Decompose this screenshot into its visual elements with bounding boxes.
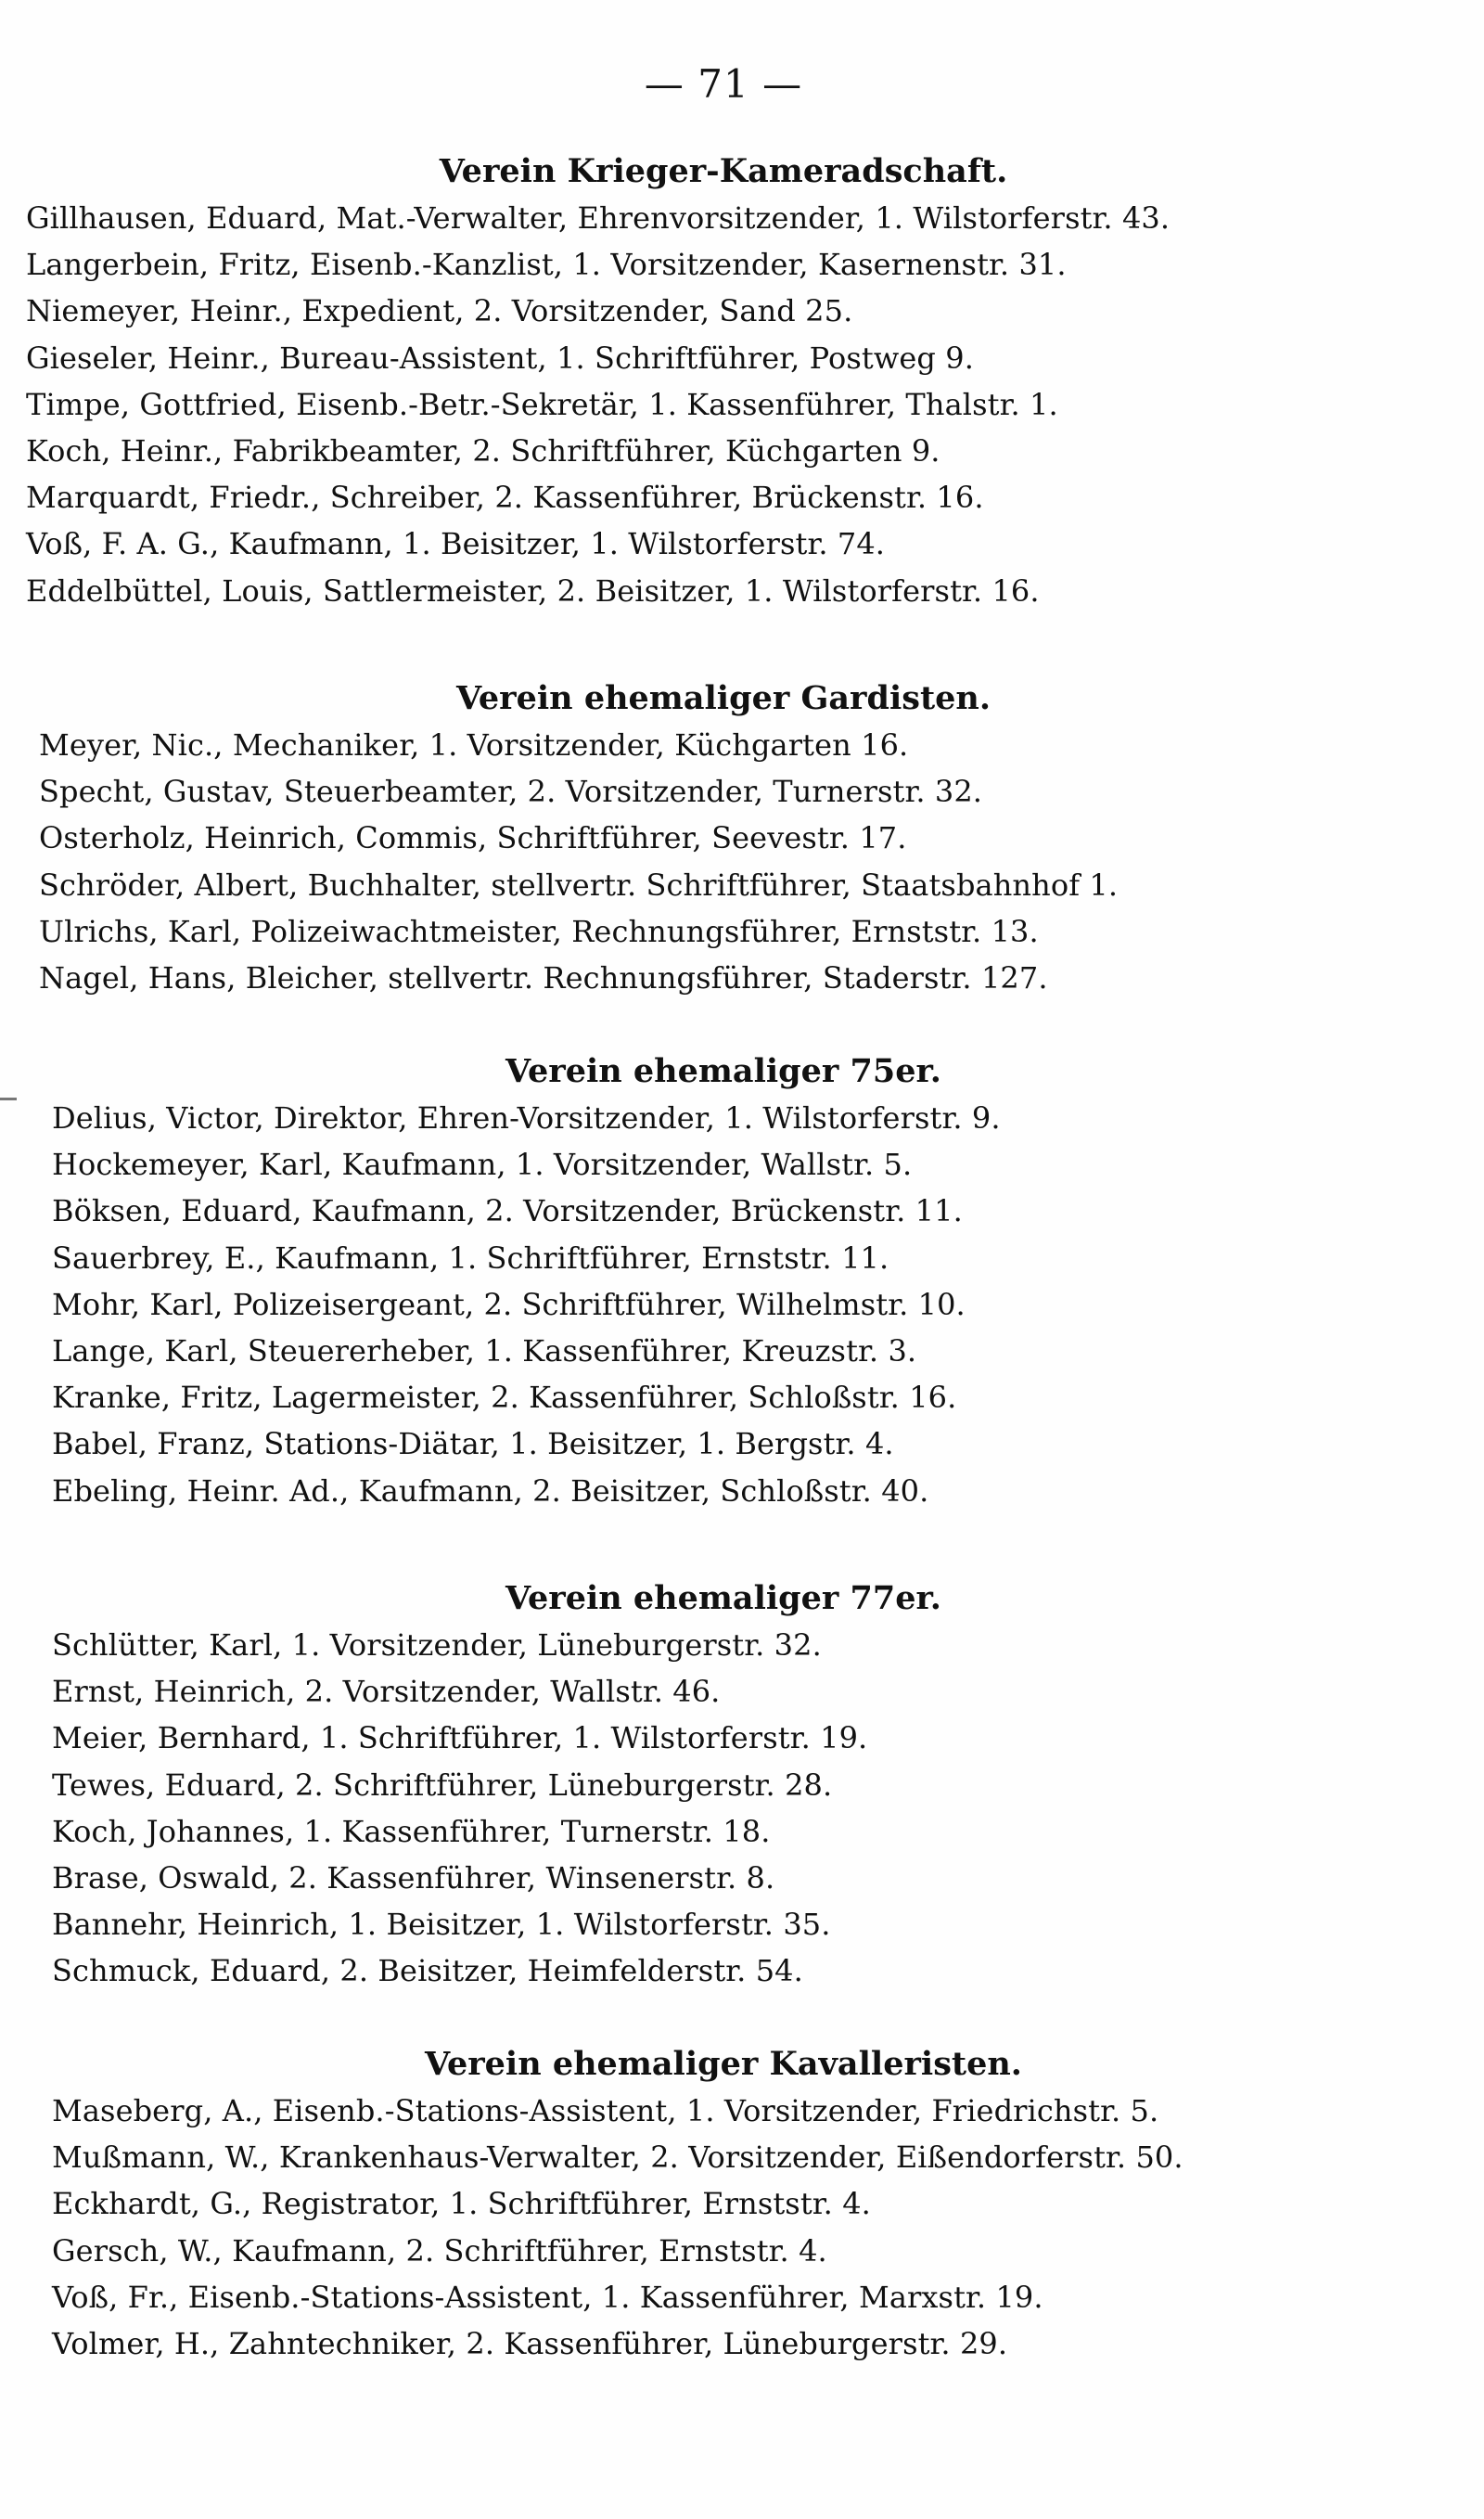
member-entry: Babel, Franz, Stations-Diätar, 1. Beisitzer, 1. Bergstr. 4. [52,1426,894,1462]
section-krieger-kameradschaft [0,148,1484,614]
member-entry: Voß, F. A. G., Kaufmann, 1. Beisitzer, 1. Wilstorferstr. 74. [26,526,886,562]
member-entry: Gersch, W., Kaufmann, 2. Schriftführer, Ernststr. 4. [52,2232,827,2268]
section-title: Verein ehemaliger Kavalleristen. [425,2045,1022,2083]
member-entry: Volmer, H., Zahntechniker, 2. Kassenführer, Lüneburgerstr. 29. [52,2325,1008,2361]
member-entry: Specht, Gustav, Steuerbeamter, 2. Vorsitzender, Turnerstr. 32. [39,774,983,810]
member-entry: Koch, Johannes, 1. Kassenführer, Turnerstr. 18. [52,1813,771,1849]
member-entry: Maseberg, A., Eisenb.-Stations-Assistent, 1. Vorsitzender, Friedrichstr. 5. [52,2093,1159,2128]
member-entry: Schlütter, Karl, 1. Vorsitzender, Lüneburgerstr. 32. [52,1627,822,1663]
member-entry: Osterholz, Heinrich, Commis, Schriftführer, Seevestr. 17. [39,820,907,856]
member-entry: Eckhardt, G., Registrator, 1. Schriftführer, Ernststr. 4. [52,2186,871,2222]
section-title: Verein ehemaliger 77er. [505,1579,941,1617]
section-ehemaliger-kavalleristen [0,2041,1484,2367]
member-entry: Sauerbrey, E., Kaufmann, 1. Schriftführer, Ernststr. 11. [52,1240,889,1276]
member-entry: Schmuck, Eduard, 2. Beisitzer, Heimfelderstr. 54. [52,1953,803,1989]
member-entry: Lange, Karl, Steuererheber, 1. Kassenführer, Kreuzstr. 3. [52,1332,917,1369]
member-entry: Niemeyer, Heinr., Expedient, 2. Vorsitzender, Sand 25. [26,293,853,329]
member-entry: Koch, Heinr., Fabrikbeamter, 2. Schriftführer, Küchgarten 9. [26,432,940,469]
member-entry: Ebeling, Heinr. Ad., Kaufmann, 2. Beisitzer, Schloßstr. 40. [52,1472,929,1509]
member-entry: Eddelbüttel, Louis, Sattlermeister, 2. Beisitzer, 1. Wilstorferstr. 16. [26,572,1040,609]
member-entry: Langerbein, Fritz, Eisenb.-Kanzlist, 1. Vorsitzender, Kasernenstr. 31. [26,247,1067,283]
member-entry: Kranke, Fritz, Lagermeister, 2. Kassenführer, Schloßstr. 16. [52,1380,957,1416]
member-list [0,1622,1484,1995]
member-entry: Delius, Victor, Direktor, Ehren-Vorsitzender, 1. Wilstorferstr. 9. [52,1100,1001,1136]
member-entry: Tewes, Eduard, 2. Schriftführer, Lüneburgerstr. 28. [52,1767,833,1803]
member-list [0,2088,1484,2367]
member-entry: Nagel, Hans, Bleicher, stellvertr. Rechnungsführer, Staderstr. 127. [39,959,1048,996]
member-entry: Timpe, Gottfried, Eisenb.-Betr.-Sekretär, 1. Kassenführer, Thalstr. 1. [26,386,1058,422]
section-title: Verein ehemaliger 75er. [505,1052,941,1090]
member-entry: Ulrichs, Karl, Polizeiwachtmeister, Rechnungsführer, Ernststr. 13. [39,913,1039,949]
member-entry: Ernst, Heinrich, 2. Vorsitzender, Wallstr. 46. [52,1674,721,1710]
member-entry: Brase, Oswald, 2. Kassenführer, Winsenerstr. 8. [52,1859,775,1896]
member-list [0,195,1484,614]
member-entry: Böksen, Eduard, Kaufmann, 2. Vorsitzender, Brückenstr. 11. [52,1193,963,1229]
member-list [0,1095,1484,1514]
section-title: Verein ehemaliger Gardisten. [455,679,991,717]
section-ehemaliger-77er [0,1575,1484,1995]
member-list [0,722,1484,1001]
member-entry: Meyer, Nic., Mechaniker, 1. Vorsitzender, Küchgarten 16. [39,727,909,763]
member-entry: Hockemeyer, Karl, Kaufmann, 1. Vorsitzender, Wallstr. 5. [52,1147,913,1183]
member-entry: Marquardt, Friedr., Schreiber, 2. Kassenführer, Brückenstr. 16. [26,480,984,516]
member-entry: Mußmann, W., Krankenhaus-Verwalter, 2. Vorsitzender, Eißendorferstr. 50. [52,2140,1183,2176]
member-entry: Gieseler, Heinr., Bureau-Assistent, 1. Schriftführer, Postweg 9. [26,340,974,376]
member-entry: Schröder, Albert, Buchhalter, stellvertr. Schriftführer, Staatsbahnhof 1. [39,867,1119,903]
section-ehemaliger-gardisten [0,675,1484,1001]
member-entry: Bannehr, Heinrich, 1. Beisitzer, 1. Wilstorferstr. 35. [52,1907,831,1943]
member-entry: Mohr, Karl, Polizeisergeant, 2. Schriftführer, Wilhelmstr. 10. [52,1286,966,1322]
member-entry: Meier, Bernhard, 1. Schriftführer, 1. Wilstorferstr. 19. [52,1720,868,1756]
member-entry: Voß, Fr., Eisenb.-Stations-Assistent, 1. Kassenführer, Marxstr. 19. [52,2279,1043,2315]
page-number: — 71 — [644,61,803,107]
section-title: Verein Krieger-Kameradschaft. [439,152,1008,190]
member-entry: Gillhausen, Eduard, Mat.-Verwalter, Ehrenvorsitzender, 1. Wilstorferstr. 43. [26,200,1171,236]
section-ehemaliger-75er [0,1048,1484,1514]
